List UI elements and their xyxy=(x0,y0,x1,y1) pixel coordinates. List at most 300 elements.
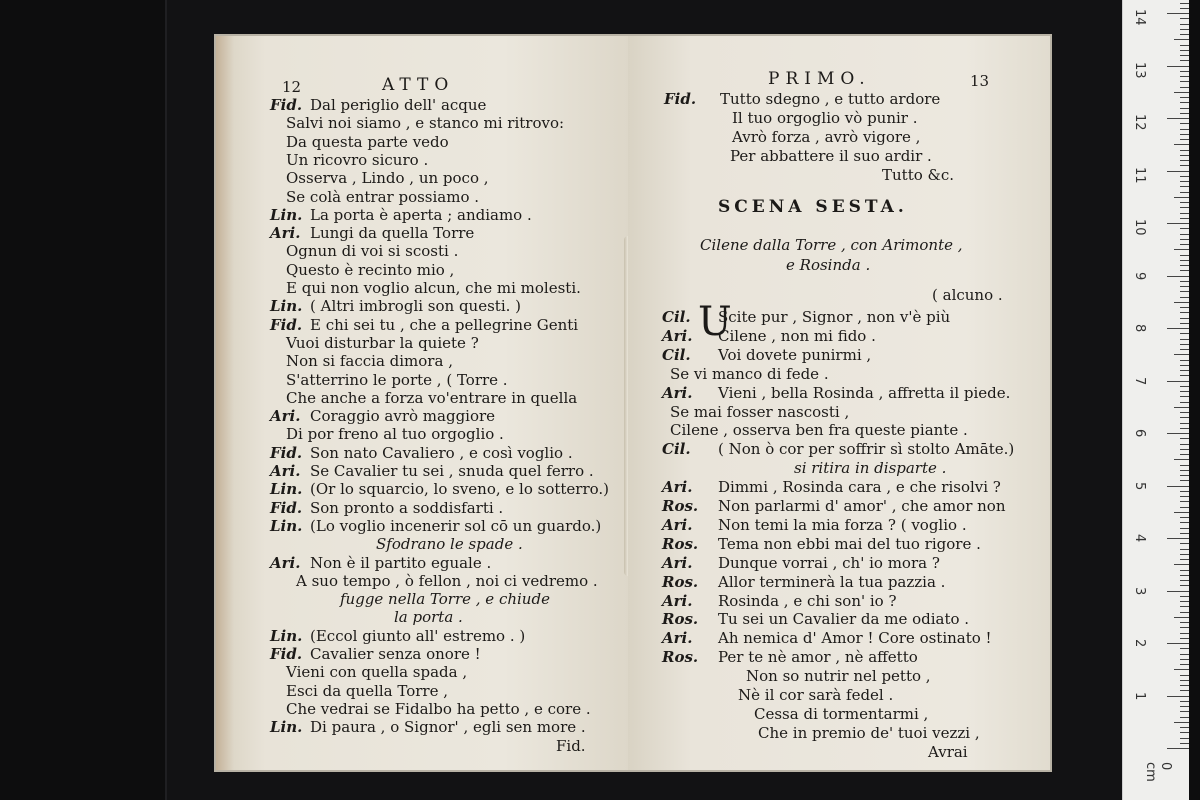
ruler-tick xyxy=(1180,664,1189,665)
ruler-tick xyxy=(1180,423,1189,424)
ruler-tick xyxy=(1180,297,1189,298)
ruler-tick xyxy=(1180,633,1189,634)
ruler-tick xyxy=(1167,748,1189,749)
text-line xyxy=(662,478,1001,496)
verse-text: Dunque vorrai , ch' io mora ? xyxy=(718,553,940,572)
verse-text: Esci da quella Torre , xyxy=(286,681,448,700)
speaker-label: Fid. xyxy=(270,315,303,334)
text-line xyxy=(758,724,980,742)
ruler-tick xyxy=(1180,543,1189,544)
text-line xyxy=(286,188,479,206)
ruler-tick xyxy=(1180,260,1189,261)
verse-text: La porta è aperta ; andiamo . xyxy=(310,205,532,224)
speaker-label: Ari. xyxy=(662,383,693,402)
ruler-tick xyxy=(1180,580,1189,581)
text-line xyxy=(270,499,503,517)
text-line xyxy=(738,686,893,704)
ruler-tick xyxy=(1174,302,1189,303)
text-line xyxy=(286,151,428,169)
text-line xyxy=(662,346,871,364)
text-line xyxy=(270,407,495,425)
ruler-number: 13 xyxy=(1132,61,1147,79)
text-line xyxy=(662,516,967,534)
verse-text: E chi sei tu , che a pellegrine Genti xyxy=(310,315,579,334)
verse-text: Non è il partito eguale . xyxy=(310,553,492,572)
ruler-tick xyxy=(1180,412,1189,413)
ruler-number: 6 xyxy=(1132,429,1147,438)
ruler-tick xyxy=(1180,76,1189,77)
text-line xyxy=(670,421,968,439)
ruler-tick xyxy=(1180,129,1189,130)
verse-text: Osserva , Lindo , un poco , xyxy=(286,169,489,188)
ruler-tick xyxy=(1167,328,1189,329)
text-line xyxy=(270,554,491,572)
ruler-tick xyxy=(1167,171,1189,172)
ruler-tick xyxy=(1180,3,1189,4)
text-line xyxy=(754,705,928,723)
verse-text: Sfodrano le spade . xyxy=(376,535,523,554)
ruler-tick xyxy=(1180,29,1189,30)
text-line xyxy=(286,114,564,132)
verse-text: Scite pur , Signor , non v'è più xyxy=(718,308,951,326)
text-line xyxy=(664,90,940,108)
ruler-tick xyxy=(1180,265,1189,266)
drop-cap: U xyxy=(698,299,732,345)
text-line xyxy=(286,663,467,681)
speaker-label: Lin. xyxy=(270,516,303,535)
ruler-tick xyxy=(1167,486,1189,487)
text-line xyxy=(394,608,463,626)
ruler-tick xyxy=(1180,102,1189,103)
text-line xyxy=(270,462,594,480)
open-book xyxy=(216,36,1050,770)
ruler-tick xyxy=(1174,722,1189,723)
verse-text: A suo tempo , ò fellon , noi ci vedremo . xyxy=(296,571,598,590)
speaker-label: Ros. xyxy=(662,497,699,515)
ruler-tick xyxy=(1167,13,1189,14)
verse-text: Da questa parte vedo xyxy=(286,132,449,151)
left-page-header: ATTO xyxy=(382,75,455,95)
ruler-tick xyxy=(1180,155,1189,156)
verse-text: Son nato Cavaliero , e così voglio . xyxy=(310,443,573,462)
verse-text: Se mai fosser nascosti , xyxy=(670,402,850,421)
verse-text: Questo è recinto mio , xyxy=(286,260,455,279)
ruler-tick xyxy=(1180,307,1189,308)
ruler-number: 11 xyxy=(1132,166,1147,184)
ruler-tick xyxy=(1180,150,1189,151)
speaker-label: Ros. xyxy=(662,572,699,591)
speaker-label: Ari. xyxy=(662,629,693,648)
scene-subtitle-2: e Rosinda . xyxy=(786,256,871,274)
verse-text: ( Non ò cor per soffrir sì stolto Amāte.) xyxy=(718,440,1015,459)
ruler-tick xyxy=(1167,66,1189,67)
verse-text: Il tuo orgoglio vò punir . xyxy=(732,109,918,127)
text-line xyxy=(286,682,448,700)
text-line xyxy=(270,444,573,462)
verse-text: la porta . xyxy=(394,608,463,627)
ruler-tick xyxy=(1180,339,1189,340)
verse-text: Rosinda , e chi son' io ? xyxy=(718,591,897,610)
ruler-tick xyxy=(1180,244,1189,245)
ruler-tick xyxy=(1174,144,1189,145)
speaker-label: Lin. xyxy=(270,480,303,499)
text-line xyxy=(662,629,992,647)
ruler-tick xyxy=(1180,228,1189,229)
ruler-tick xyxy=(1167,538,1189,539)
text-line xyxy=(662,648,918,666)
ruler-tick xyxy=(1180,554,1189,555)
verse-text: Tema non ebbi mai del tuo rigore . xyxy=(718,534,981,553)
ruler-tick xyxy=(1180,648,1189,649)
verse-text: fugge nella Torre , e chiude xyxy=(340,590,550,609)
verse-text: Se Cavalier tu sei , snuda quel ferro . xyxy=(310,462,594,480)
text-line xyxy=(662,592,897,610)
verse-text: Tu sei un Cavalier da me odiato . xyxy=(718,610,970,629)
ruler-tick xyxy=(1180,743,1189,744)
ruler-tick xyxy=(1180,496,1189,497)
ruler-tick xyxy=(1180,711,1189,712)
ruler-tick xyxy=(1180,113,1189,114)
text-line xyxy=(732,109,918,127)
ruler-tick xyxy=(1180,480,1189,481)
ruler-tick xyxy=(1180,638,1189,639)
text-line xyxy=(286,352,453,370)
ruler-tick xyxy=(1180,349,1189,350)
text-line xyxy=(340,590,550,608)
verse-text: Un ricovro sicuro . xyxy=(286,150,429,169)
text-line xyxy=(286,279,581,297)
speaker-label: Ari. xyxy=(662,515,693,534)
ruler-tick xyxy=(1174,459,1189,460)
text-line xyxy=(286,425,504,443)
ruler-tick xyxy=(1180,34,1189,35)
ruler-tick xyxy=(1180,165,1189,166)
ruler-tick xyxy=(1180,454,1189,455)
verse-text: Ah nemica d' Amor ! Core ostinato ! xyxy=(718,629,992,648)
speaker-label: Cil. xyxy=(662,440,691,459)
text-line xyxy=(270,627,525,645)
ruler-tick xyxy=(1180,428,1189,429)
ruler-tick xyxy=(1180,570,1189,571)
verse-text: Voi dovete punirmi , xyxy=(718,345,872,364)
speaker-label: Lin. xyxy=(270,718,303,737)
ruler-tick xyxy=(1180,444,1189,445)
measuring-ruler xyxy=(1122,0,1189,800)
ruler-tick xyxy=(1180,596,1189,597)
ruler-tick xyxy=(1180,134,1189,135)
speaker-label: Lin. xyxy=(270,205,303,224)
text-line xyxy=(662,384,1010,402)
ruler-tick xyxy=(1180,559,1189,560)
ruler-tick xyxy=(1180,612,1189,613)
verse-text: (Or lo squarcio, lo sveno, e lo sotterro.) xyxy=(310,480,610,499)
ruler-tick xyxy=(1167,223,1189,224)
ruler-tick xyxy=(1180,732,1189,733)
ruler-tick xyxy=(1180,517,1189,518)
verse-text: Se colà entrar possiamo . xyxy=(286,187,480,206)
text-line xyxy=(882,166,954,184)
ruler-tick xyxy=(1180,24,1189,25)
verse-text: Non so nutrir nel petto , xyxy=(746,667,931,686)
ruler-tick xyxy=(1180,192,1189,193)
ruler-tick xyxy=(1180,606,1189,607)
speaker-label: Ros. xyxy=(662,534,699,553)
speaker-label: Cil. xyxy=(662,345,691,364)
text-line xyxy=(270,645,481,663)
ruler-tick xyxy=(1167,433,1189,434)
text-line xyxy=(794,459,946,477)
ruler-tick xyxy=(1180,108,1189,109)
ruler-tick xyxy=(1174,617,1189,618)
speaker-label: Fid. xyxy=(270,443,303,462)
verse-text: Se vi manco di fede . xyxy=(670,364,829,383)
ruler-tick xyxy=(1180,344,1189,345)
ruler-tick xyxy=(1180,312,1189,313)
ruler-tick xyxy=(1180,291,1189,292)
scene-title: SCENA SESTA. xyxy=(718,197,908,217)
ruler-tick xyxy=(1180,207,1189,208)
scene-subtitle-1: Cilene dalla Torre , con Arimonte , xyxy=(700,236,963,254)
right-page-number: 13 xyxy=(970,72,990,90)
ruler-tick xyxy=(1180,575,1189,576)
ruler-tick xyxy=(1167,381,1189,382)
ruler-tick xyxy=(1174,39,1189,40)
verse-text: Dimmi , Rosinda cara , e che risolvi ? xyxy=(718,478,1001,497)
verse-text: Dal periglio dell' acque xyxy=(310,96,487,114)
text-line xyxy=(286,242,458,260)
ruler-tick xyxy=(1180,465,1189,466)
ruler-tick xyxy=(1180,323,1189,324)
verse-text: Son pronto a soddisfarti . xyxy=(310,498,504,517)
ruler-tick xyxy=(1180,717,1189,718)
speaker-label: Fid. xyxy=(270,96,303,114)
verse-text: Cilene , non mi fido . xyxy=(718,326,876,345)
ruler-tick xyxy=(1180,333,1189,334)
ruler-tick xyxy=(1180,213,1189,214)
text-line xyxy=(746,667,931,685)
verse-text: Salvi noi siamo , e stanco mi ritrovo: xyxy=(286,114,565,133)
speaker-label: Lin. xyxy=(270,626,303,645)
verse-text: Vuoi disturbar la quiete ? xyxy=(286,333,479,352)
ruler-tick xyxy=(1174,669,1189,670)
verse-text: (Lo voglio incenerir sol cō un guardo.) xyxy=(310,516,602,535)
verse-text: E qui non voglio alcun, che mi molesti. xyxy=(286,279,581,297)
verse-text: si ritira in disparte . xyxy=(794,459,947,478)
speaker-label: Fid. xyxy=(270,645,303,663)
verse-text: Avrò forza , avrò vigore , xyxy=(732,128,921,146)
text-line xyxy=(662,554,940,572)
verse-text: Per te nè amor , nè affetto xyxy=(718,648,918,667)
text-line xyxy=(270,517,601,535)
ruler-tick xyxy=(1167,643,1189,644)
text-line xyxy=(286,169,489,187)
ruler-tick xyxy=(1180,160,1189,161)
text-line xyxy=(270,96,486,114)
ruler-tick xyxy=(1180,281,1189,282)
speaker-label: Ari. xyxy=(270,462,301,480)
ruler-tick xyxy=(1180,255,1189,256)
verse-text: Lungi da quella Torre xyxy=(310,224,475,243)
ruler-tick xyxy=(1180,234,1189,235)
ruler-tick xyxy=(1180,81,1189,82)
ruler-number: 8 xyxy=(1132,324,1147,333)
ruler-tick xyxy=(1180,680,1189,681)
ruler-tick xyxy=(1180,685,1189,686)
ruler-tick xyxy=(1180,286,1189,287)
ruler-tick xyxy=(1180,438,1189,439)
speaker-label: Ari. xyxy=(270,553,301,572)
ruler-tick xyxy=(1180,690,1189,691)
verse-text: Vieni con quella spada , xyxy=(286,663,468,682)
ruler-tick xyxy=(1180,727,1189,728)
text-line xyxy=(662,440,1014,458)
ruler-tick xyxy=(1174,354,1189,355)
text-line xyxy=(286,700,591,718)
ruler-tick xyxy=(1180,528,1189,529)
verse-text: ( Altri imbrogli son questi. ) xyxy=(310,297,522,316)
ruler-tick xyxy=(1180,522,1189,523)
speaker-label: Ari. xyxy=(662,553,693,572)
ruler-tick xyxy=(1180,55,1189,56)
left-page-number: 12 xyxy=(282,78,302,96)
ruler-tick xyxy=(1167,276,1189,277)
speaker-label: Ros. xyxy=(662,610,699,629)
ruler-tick xyxy=(1180,360,1189,361)
text-line xyxy=(662,610,969,628)
verse-text: S'atterrino le porte , ( Torre . xyxy=(286,370,508,389)
verse-text: (Eccol giunto all' estremo . ) xyxy=(310,626,526,645)
speaker-label: Cil. xyxy=(662,308,691,326)
ruler-number: 2 xyxy=(1132,639,1147,648)
ruler-tick xyxy=(1180,391,1189,392)
ruler-number: 12 xyxy=(1132,114,1147,131)
edge-stain xyxy=(216,36,234,770)
speaker-label: Ari. xyxy=(662,478,693,497)
ruler-number: 1 xyxy=(1132,691,1147,700)
ruler-tick xyxy=(1180,706,1189,707)
verse-text: Per abbattere il suo ardir . xyxy=(730,147,932,165)
verse-text: Non parlarmi d' amor' , che amor non xyxy=(718,497,1006,515)
speaker-label: Ari. xyxy=(270,407,301,426)
text-line xyxy=(662,327,876,345)
ruler-number: 9 xyxy=(1132,271,1147,280)
ruler-tick xyxy=(1180,370,1189,371)
verse-text: Che vedrai se Fidalbo ha petto , e core . xyxy=(286,699,591,718)
ruler-unit-label: 0 cm xyxy=(1143,762,1173,782)
ruler-tick xyxy=(1180,738,1189,739)
ruler-tick xyxy=(1180,97,1189,98)
ruler-tick xyxy=(1180,202,1189,203)
text-line xyxy=(270,224,474,242)
text-line xyxy=(270,297,521,315)
verse-text: Non si faccia dimora , xyxy=(286,352,453,371)
line-alcuno: ( alcuno . xyxy=(932,286,1003,304)
text-line xyxy=(270,316,578,334)
verse-text: Cavalier senza onore ! xyxy=(310,645,481,663)
text-line xyxy=(270,480,609,498)
right-page xyxy=(628,36,1050,770)
ruler-tick xyxy=(1174,407,1189,408)
ruler-tick xyxy=(1180,402,1189,403)
ruler-tick xyxy=(1180,181,1189,182)
ruler-tick xyxy=(1180,50,1189,51)
text-line xyxy=(730,147,932,165)
ruler-tick xyxy=(1180,654,1189,655)
ruler-number: 14 xyxy=(1132,9,1147,26)
ruler-tick xyxy=(1174,512,1189,513)
ruler-tick xyxy=(1180,659,1189,660)
ruler-tick xyxy=(1174,197,1189,198)
speaker-label: Fid. xyxy=(270,498,303,517)
ruler-tick xyxy=(1180,123,1189,124)
text-line xyxy=(662,535,981,553)
ruler-tick xyxy=(1180,675,1189,676)
speaker-label: Ros. xyxy=(662,648,699,667)
ruler-tick xyxy=(1180,417,1189,418)
ruler-tick xyxy=(1180,470,1189,471)
speaker-label: Ari. xyxy=(662,326,693,345)
ruler-number: 5 xyxy=(1132,481,1147,490)
ruler-number: 3 xyxy=(1132,586,1147,595)
ruler-tick xyxy=(1180,396,1189,397)
ruler-tick xyxy=(1174,249,1189,250)
ruler-tick xyxy=(1180,60,1189,61)
text-line xyxy=(270,206,532,224)
verse-text: Fid. xyxy=(556,736,586,755)
ruler-tick xyxy=(1180,585,1189,586)
verse-text: Di paura , o Signor' , egli sen more . xyxy=(310,718,586,737)
ruler-tick xyxy=(1174,564,1189,565)
ruler-tick xyxy=(1180,71,1189,72)
text-line xyxy=(732,128,920,146)
ruler-tick xyxy=(1180,491,1189,492)
ruler-tick xyxy=(1180,18,1189,19)
text-line xyxy=(296,572,598,590)
text-line xyxy=(662,308,950,326)
ruler-tick xyxy=(1180,45,1189,46)
text-line xyxy=(662,497,1005,515)
verse-text: Che in premio de' tuoi vezzi , xyxy=(758,723,980,742)
ruler-tick xyxy=(1180,87,1189,88)
text-line xyxy=(556,737,586,755)
ruler-tick xyxy=(1180,627,1189,628)
ruler-tick xyxy=(1180,449,1189,450)
ruler-tick xyxy=(1180,501,1189,502)
speaker-label: Fid. xyxy=(664,90,697,108)
ruler-tick xyxy=(1180,239,1189,240)
text-line xyxy=(286,389,577,407)
left-page xyxy=(216,36,628,770)
text-line xyxy=(928,743,968,761)
ruler-tick xyxy=(1180,601,1189,602)
ruler-tick xyxy=(1180,533,1189,534)
verse-text: Vieni , bella Rosinda , affretta il piede. xyxy=(718,383,1011,402)
text-line xyxy=(270,718,586,736)
text-line xyxy=(670,403,849,421)
text-line xyxy=(286,371,508,389)
verse-text: Nè il cor sarà fedel . xyxy=(738,686,894,704)
speaker-label: Ari. xyxy=(662,591,693,610)
ruler-tick xyxy=(1180,701,1189,702)
ruler-tick xyxy=(1167,591,1189,592)
ruler-tick xyxy=(1180,318,1189,319)
ruler-tick xyxy=(1180,186,1189,187)
speaker-label: Ari. xyxy=(270,224,301,243)
verse-text: Che anche a forza vo'entrare in quella xyxy=(286,388,578,407)
ruler-tick xyxy=(1180,375,1189,376)
verse-text: Di por freno al tuo orgoglio . xyxy=(286,425,504,444)
verse-text: Ognun di voi si scosti . xyxy=(286,242,459,261)
